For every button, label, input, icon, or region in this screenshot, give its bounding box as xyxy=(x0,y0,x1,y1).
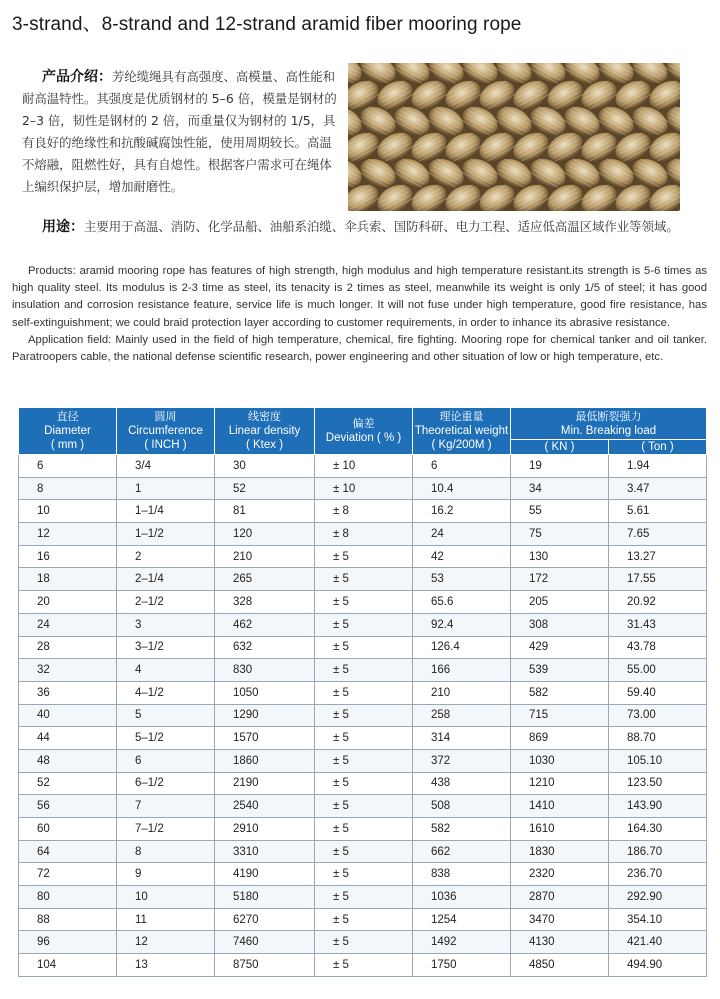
diameter-cell: 52 xyxy=(19,772,117,795)
deviation-cell: ± 10 xyxy=(315,455,413,478)
linear-density-cell: 8750 xyxy=(215,954,315,977)
diameter-cell: 12 xyxy=(19,523,117,546)
linear-density-cell: 3310 xyxy=(215,840,315,863)
breaking-ton-cell: 164.30 xyxy=(609,818,707,841)
spec-table-body xyxy=(19,455,707,977)
table-row xyxy=(19,886,707,909)
weight-cell: 1750 xyxy=(413,954,511,977)
circumference-cell: 13 xyxy=(117,954,215,977)
deviation-cell: ± 5 xyxy=(315,908,413,931)
weight-cell: 1036 xyxy=(413,886,511,909)
usage-label: 用途： xyxy=(42,219,84,235)
usage-cn xyxy=(22,216,712,238)
table-row xyxy=(19,749,707,772)
linear-density-cell: 210 xyxy=(215,545,315,568)
deviation-cell: ± 5 xyxy=(315,681,413,704)
breaking-kn-cell: 582 xyxy=(511,681,609,704)
diameter-cell: 40 xyxy=(19,704,117,727)
breaking-kn-cell: 869 xyxy=(511,727,609,750)
circumference-cell: 3/4 xyxy=(117,455,215,478)
diameter-cell: 6 xyxy=(19,455,117,478)
circumference-cell: 3–1/2 xyxy=(117,636,215,659)
diameter-cell: 56 xyxy=(19,795,117,818)
diameter-cell: 8 xyxy=(19,477,117,500)
weight-cell: 126.4 xyxy=(413,636,511,659)
breaking-kn-cell: 539 xyxy=(511,659,609,682)
weight-cell: 24 xyxy=(413,523,511,546)
breaking-ton-cell: 186.70 xyxy=(609,840,707,863)
table-row xyxy=(19,659,707,682)
breaking-ton-cell: 494.90 xyxy=(609,954,707,977)
diameter-cell: 16 xyxy=(19,545,117,568)
breaking-kn-cell: 715 xyxy=(511,704,609,727)
breaking-ton-cell: 143.90 xyxy=(609,795,707,818)
linear-density-cell: 328 xyxy=(215,591,315,614)
breaking-ton-cell: 123.50 xyxy=(609,772,707,795)
diameter-cell: 44 xyxy=(19,727,117,750)
weight-cell: 258 xyxy=(413,704,511,727)
linear-density-cell: 265 xyxy=(215,568,315,591)
diameter-cell: 64 xyxy=(19,840,117,863)
breaking-kn-cell: 34 xyxy=(511,477,609,500)
weight-cell: 53 xyxy=(413,568,511,591)
diameter-cell: 10 xyxy=(19,500,117,523)
breaking-ton-cell: 43.78 xyxy=(609,636,707,659)
weight-cell: 582 xyxy=(413,818,511,841)
weight-cell: 508 xyxy=(413,795,511,818)
breaking-kn-cell: 308 xyxy=(511,613,609,636)
breaking-ton-cell: 292.90 xyxy=(609,886,707,909)
linear-density-cell: 120 xyxy=(215,523,315,546)
breaking-ton-cell: 55.00 xyxy=(609,659,707,682)
weight-cell: 1254 xyxy=(413,908,511,931)
breaking-kn-cell: 75 xyxy=(511,523,609,546)
breaking-ton-cell: 5.61 xyxy=(609,500,707,523)
weight-cell: 210 xyxy=(413,681,511,704)
weight-cell: 662 xyxy=(413,840,511,863)
diameter-cell: 24 xyxy=(19,613,117,636)
weight-cell: 92.4 xyxy=(413,613,511,636)
breaking-ton-cell: 73.00 xyxy=(609,704,707,727)
circumference-cell: 2–1/2 xyxy=(117,591,215,614)
breaking-kn-cell: 1030 xyxy=(511,749,609,772)
deviation-cell: ± 5 xyxy=(315,659,413,682)
product-intro-label: 产品介绍： xyxy=(42,69,112,85)
deviation-cell: ± 5 xyxy=(315,704,413,727)
linear-density-cell: 1570 xyxy=(215,727,315,750)
diameter-cell: 80 xyxy=(19,886,117,909)
table-row xyxy=(19,500,707,523)
breaking-kn-cell: 19 xyxy=(511,455,609,478)
breaking-kn-cell: 1610 xyxy=(511,818,609,841)
circumference-cell: 2–1/4 xyxy=(117,568,215,591)
linear-density-cell: 2190 xyxy=(215,772,315,795)
weight-cell: 16.2 xyxy=(413,500,511,523)
header-circumference: 圆周 Circumference ( INCH ) xyxy=(117,408,215,455)
linear-density-cell: 462 xyxy=(215,613,315,636)
header-theoretical-weight: 理论重量 Theoretical weight ( Kg/200M ) xyxy=(413,408,511,455)
circumference-cell: 6 xyxy=(117,749,215,772)
header-unit-ton: ( Ton ) xyxy=(609,440,707,455)
breaking-ton-cell: 17.55 xyxy=(609,568,707,591)
deviation-cell: ± 5 xyxy=(315,863,413,886)
deviation-cell: ± 5 xyxy=(315,749,413,772)
circumference-cell: 1–1/4 xyxy=(117,500,215,523)
table-row xyxy=(19,908,707,931)
diameter-cell: 60 xyxy=(19,818,117,841)
table-row xyxy=(19,545,707,568)
table-row xyxy=(19,863,707,886)
deviation-cell: ± 5 xyxy=(315,795,413,818)
breaking-ton-cell: 236.70 xyxy=(609,863,707,886)
deviation-cell: ± 10 xyxy=(315,477,413,500)
linear-density-cell: 830 xyxy=(215,659,315,682)
table-row xyxy=(19,591,707,614)
linear-density-cell: 1290 xyxy=(215,704,315,727)
deviation-cell: ± 5 xyxy=(315,931,413,954)
breaking-kn-cell: 2320 xyxy=(511,863,609,886)
linear-density-cell: 30 xyxy=(215,455,315,478)
breaking-ton-cell: 20.92 xyxy=(609,591,707,614)
deviation-cell: ± 8 xyxy=(315,523,413,546)
diameter-cell: 104 xyxy=(19,954,117,977)
diameter-cell: 20 xyxy=(19,591,117,614)
deviation-cell: ± 8 xyxy=(315,500,413,523)
table-row xyxy=(19,704,707,727)
usage-text: 主要用于高温、消防、化学品船、油船系泊缆、伞兵索、国防科研、电力工程、适应低高温区域作业等领域。 xyxy=(84,219,679,234)
table-row xyxy=(19,636,707,659)
diameter-cell: 72 xyxy=(19,863,117,886)
weight-cell: 1492 xyxy=(413,931,511,954)
linear-density-cell: 7460 xyxy=(215,931,315,954)
breaking-ton-cell: 421.40 xyxy=(609,931,707,954)
linear-density-cell: 6270 xyxy=(215,908,315,931)
diameter-cell: 32 xyxy=(19,659,117,682)
circumference-cell: 9 xyxy=(117,863,215,886)
circumference-cell: 2 xyxy=(117,545,215,568)
circumference-cell: 6–1/2 xyxy=(117,772,215,795)
deviation-cell: ± 5 xyxy=(315,886,413,909)
circumference-cell: 8 xyxy=(117,840,215,863)
breaking-kn-cell: 55 xyxy=(511,500,609,523)
circumference-cell: 7–1/2 xyxy=(117,818,215,841)
breaking-kn-cell: 1410 xyxy=(511,795,609,818)
breaking-ton-cell: 3.47 xyxy=(609,477,707,500)
weight-cell: 6 xyxy=(413,455,511,478)
breaking-kn-cell: 2870 xyxy=(511,886,609,909)
product-intro-text: 芳纶缆绳具有高强度、高模量、高性能和耐高温特性。其强度是优质钢材的 5–6 倍，模量是钢材的 2–3 倍，韧性是钢材的 2 倍，而重量仅为钢材的 1/5，具有良好的绝缘性和抗酸碱腐蚀性能，使用周期较长。高温不熔融，阻燃性好，具有自熄性。根据客户需求可在绳体上编织保护层，增加耐磨性。 xyxy=(22,69,337,194)
header-linear-density: 线密度 Linear density ( Ktex ) xyxy=(215,408,315,455)
application-en-paragraph: Application field: Mainly used in the field of high temperature, chemical, fire fighting. Mooring rope for chemical tanker and oil tanker. Paratroopers cable, the national defense scientific research, power engineering and other situation of low or high temperature, etc. xyxy=(12,333,707,364)
table-row xyxy=(19,954,707,977)
header-min-breaking-load: 最低断裂强力 Min. Breaking load xyxy=(511,408,707,440)
circumference-cell: 5 xyxy=(117,704,215,727)
deviation-cell: ± 5 xyxy=(315,727,413,750)
table-row xyxy=(19,568,707,591)
deviation-cell: ± 5 xyxy=(315,636,413,659)
linear-density-cell: 52 xyxy=(215,477,315,500)
deviation-cell: ± 5 xyxy=(315,613,413,636)
weight-cell: 438 xyxy=(413,772,511,795)
diameter-cell: 96 xyxy=(19,931,117,954)
breaking-kn-cell: 429 xyxy=(511,636,609,659)
english-description xyxy=(12,263,707,366)
linear-density-cell: 2540 xyxy=(215,795,315,818)
table-row xyxy=(19,772,707,795)
breaking-kn-cell: 3470 xyxy=(511,908,609,931)
diameter-cell: 36 xyxy=(19,681,117,704)
table-row xyxy=(19,613,707,636)
diameter-cell: 18 xyxy=(19,568,117,591)
circumference-cell: 7 xyxy=(117,795,215,818)
header-deviation: 偏差 Deviation ( % ) xyxy=(315,408,413,455)
linear-density-cell: 2910 xyxy=(215,818,315,841)
linear-density-cell: 5180 xyxy=(215,886,315,909)
deviation-cell: ± 5 xyxy=(315,772,413,795)
circumference-cell: 12 xyxy=(117,931,215,954)
products-en-paragraph: Products: aramid mooring rope has features of high strength, high modulus and high temperature resistant.its strength is 5-6 times as high quality steel. Its modulus is 2-3 time as steel, its tenacity is 2 times as steel, meanwhile its weight is only 1/5 of steel; it has good insulation and corrosion resistance feature, service life is much longer. It will not fuse under high temperature, good fire resistance, has self-extinguishment; we could braid protection layer according to customer requirements, in order to inhance its abrasive resistance. xyxy=(12,265,707,329)
breaking-ton-cell: 1.94 xyxy=(609,455,707,478)
rope-photo xyxy=(348,63,680,211)
breaking-kn-cell: 1830 xyxy=(511,840,609,863)
diameter-cell: 88 xyxy=(19,908,117,931)
circumference-cell: 10 xyxy=(117,886,215,909)
breaking-kn-cell: 205 xyxy=(511,591,609,614)
circumference-cell: 3 xyxy=(117,613,215,636)
table-row xyxy=(19,477,707,500)
linear-density-cell: 4190 xyxy=(215,863,315,886)
breaking-ton-cell: 354.10 xyxy=(609,908,707,931)
circumference-cell: 1–1/2 xyxy=(117,523,215,546)
header-unit-kn: ( KN ) xyxy=(511,440,609,455)
table-row xyxy=(19,931,707,954)
page-title: 3-strand、8-strand and 12-strand aramid fiber mooring rope xyxy=(12,14,522,35)
diameter-cell: 28 xyxy=(19,636,117,659)
circumference-cell: 4 xyxy=(117,659,215,682)
weight-cell: 42 xyxy=(413,545,511,568)
breaking-kn-cell: 1210 xyxy=(511,772,609,795)
table-row xyxy=(19,818,707,841)
weight-cell: 166 xyxy=(413,659,511,682)
breaking-ton-cell: 88.70 xyxy=(609,727,707,750)
diameter-cell: 48 xyxy=(19,749,117,772)
deviation-cell: ± 5 xyxy=(315,568,413,591)
breaking-kn-cell: 4130 xyxy=(511,931,609,954)
deviation-cell: ± 5 xyxy=(315,954,413,977)
breaking-kn-cell: 172 xyxy=(511,568,609,591)
circumference-cell: 11 xyxy=(117,908,215,931)
table-row xyxy=(19,795,707,818)
breaking-kn-cell: 130 xyxy=(511,545,609,568)
product-intro-cn xyxy=(22,66,342,198)
header-diameter: 直径 Diameter ( mm ) xyxy=(19,408,117,455)
linear-density-cell: 632 xyxy=(215,636,315,659)
deviation-cell: ± 5 xyxy=(315,818,413,841)
linear-density-cell: 1860 xyxy=(215,749,315,772)
circumference-cell: 5–1/2 xyxy=(117,727,215,750)
table-row xyxy=(19,455,707,478)
deviation-cell: ± 5 xyxy=(315,840,413,863)
circumference-cell: 1 xyxy=(117,477,215,500)
circumference-cell: 4–1/2 xyxy=(117,681,215,704)
deviation-cell: ± 5 xyxy=(315,591,413,614)
breaking-ton-cell: 31.43 xyxy=(609,613,707,636)
table-row xyxy=(19,840,707,863)
table-row xyxy=(19,727,707,750)
weight-cell: 314 xyxy=(413,727,511,750)
linear-density-cell: 1050 xyxy=(215,681,315,704)
spec-table xyxy=(18,407,707,977)
breaking-ton-cell: 59.40 xyxy=(609,681,707,704)
table-row xyxy=(19,523,707,546)
breaking-ton-cell: 7.65 xyxy=(609,523,707,546)
breaking-ton-cell: 105.10 xyxy=(609,749,707,772)
breaking-kn-cell: 4850 xyxy=(511,954,609,977)
weight-cell: 372 xyxy=(413,749,511,772)
linear-density-cell: 81 xyxy=(215,500,315,523)
weight-cell: 10.4 xyxy=(413,477,511,500)
table-row xyxy=(19,681,707,704)
breaking-ton-cell: 13.27 xyxy=(609,545,707,568)
weight-cell: 838 xyxy=(413,863,511,886)
weight-cell: 65.6 xyxy=(413,591,511,614)
rope-braid-image xyxy=(348,63,680,211)
deviation-cell: ± 5 xyxy=(315,545,413,568)
